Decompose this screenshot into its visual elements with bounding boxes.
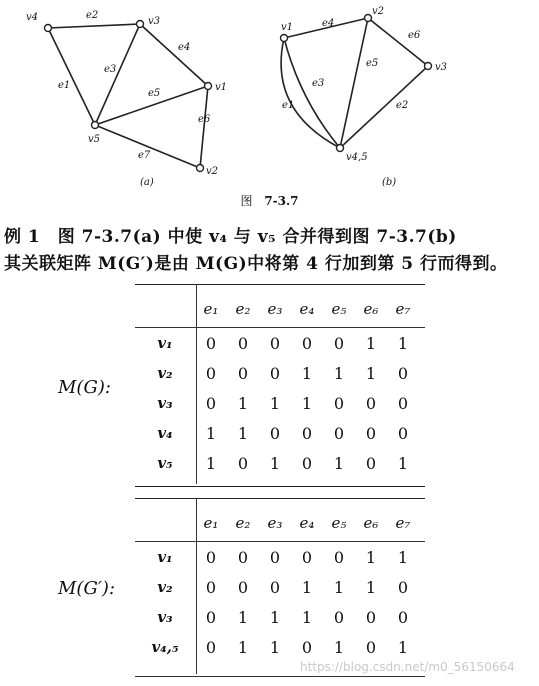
matrix-cell: 1: [205, 423, 217, 443]
matrix-cell: 1: [333, 637, 345, 657]
matrix-g-prime-col: e₄: [299, 514, 315, 532]
row-label: v₅: [157, 454, 173, 472]
row-label: v₃: [157, 608, 173, 626]
vertex-b-v1: [281, 35, 288, 42]
matrix-g-col: e₆: [363, 300, 379, 318]
row-label: v₄,₅: [151, 638, 179, 656]
matrix-cell: 0: [397, 363, 409, 383]
matrix-cell: 1: [397, 453, 409, 473]
label-a-v5: v5: [88, 134, 101, 145]
table-row: [135, 632, 419, 662]
matrix-cell: 1: [269, 607, 281, 627]
matrix-cell: 1: [365, 547, 377, 567]
matrix-cell: 0: [365, 453, 377, 473]
vertex-a-v2: [197, 165, 204, 172]
table-row: [135, 418, 419, 448]
matrix-cell: 0: [205, 607, 217, 627]
matrix-cell: 0: [397, 607, 409, 627]
label-a-e5: e5: [148, 88, 161, 99]
label-a-v4: v4: [26, 12, 39, 23]
matrix-cell: 0: [237, 547, 249, 567]
matrix-cell: 1: [237, 393, 249, 413]
matrix-cell: 0: [365, 393, 377, 413]
label-b-e3: e3: [312, 78, 325, 89]
label-b-v2: v2: [372, 6, 385, 17]
label-b-e6: e6: [408, 30, 421, 41]
matrix-cell: 0: [365, 423, 377, 443]
label-b-v1: v1: [281, 22, 294, 33]
matrix-cell: 1: [237, 637, 249, 657]
matrix-cell: 0: [205, 333, 217, 353]
matrix-cell: 1: [365, 577, 377, 597]
matrix-cell: 0: [205, 577, 217, 597]
matrix-cell: 1: [301, 607, 313, 627]
matrix-cell: 0: [237, 333, 249, 353]
vertex-a-v5: [92, 122, 99, 129]
table-row: [135, 328, 419, 358]
label-b-e2: e2: [396, 100, 409, 111]
matrix-g-prime-col: e₆: [363, 514, 379, 532]
matrix-cell: 0: [237, 363, 249, 383]
matrix-g-prime-col: e₃: [267, 514, 283, 532]
matrix-cell: 1: [269, 637, 281, 657]
watermark: https://blog.csdn.net/m0_56150664: [300, 660, 515, 674]
figure-7-3-7: [0, 0, 539, 200]
table-row: [135, 542, 419, 572]
matrix-cell: 0: [301, 637, 313, 657]
matrix-cell: 1: [269, 393, 281, 413]
matrix-cell: 0: [269, 577, 281, 597]
paragraph-line-2: 其关联矩阵 M(G′)是由 M(G)中将第 4 行加到第 5 行而得到。: [4, 254, 508, 274]
matrix-g-prime-header-rule: [135, 541, 425, 542]
matrix-cell: 0: [397, 423, 409, 443]
matrix-cell: 0: [365, 637, 377, 657]
matrix-g-prime-divider: [196, 498, 197, 674]
label-a-v1: v1: [215, 82, 228, 93]
paragraph-line-1: 例 1 图 7-3.7(a) 中使 v₄ 与 v₅ 合并得到图 7-3.7(b): [4, 227, 457, 247]
table-bottom-rule: [135, 676, 425, 677]
matrix-cell: 0: [365, 607, 377, 627]
matrix-cell: 0: [397, 393, 409, 413]
vertex-b-v2: [365, 15, 372, 22]
matrix-g-prime-col: e₂: [235, 514, 251, 532]
matrix-cell: 1: [301, 577, 313, 597]
graph-figures: [0, 0, 539, 200]
matrix-cell: 1: [365, 333, 377, 353]
matrix-g-prime-col: e₇: [395, 514, 411, 532]
label-b-v3: v3: [435, 62, 448, 73]
row-label: v₃: [157, 394, 173, 412]
label-a-e7: e7: [138, 150, 151, 161]
matrix-cell: 0: [269, 547, 281, 567]
figure-caption: [0, 192, 539, 209]
label-a-e3: e3: [104, 64, 117, 75]
label-b-e5: e5: [366, 58, 379, 69]
row-label: v₁: [157, 548, 173, 566]
matrix-cell: 1: [333, 363, 345, 383]
row-label: v₂: [157, 364, 173, 382]
matrix-cell: 0: [205, 363, 217, 383]
matrix-cell: 1: [301, 363, 313, 383]
matrix-g-divider: [196, 284, 197, 484]
edge-b-e3: [284, 38, 340, 148]
caption-b: (b): [382, 177, 397, 188]
table-top-rule: [135, 284, 425, 285]
matrix-g-label: M(G):: [58, 377, 111, 398]
matrix-g-prime-label: M(G′):: [58, 578, 116, 599]
edge-a-e7: [95, 125, 200, 168]
matrix-g-col: e₃: [267, 300, 283, 318]
matrix-g-col: e₇: [395, 300, 411, 318]
matrix-cell: 0: [269, 423, 281, 443]
matrix-cell: 1: [269, 453, 281, 473]
row-label: v₂: [157, 578, 173, 596]
matrix-g-prime: [135, 504, 425, 662]
matrix-cell: 0: [301, 453, 313, 473]
table-row: [135, 602, 419, 632]
matrix-cell: 0: [333, 423, 345, 443]
label-a-e2: e2: [86, 10, 99, 21]
matrix-cell: 0: [301, 547, 313, 567]
edge-a-e4: [140, 24, 208, 86]
matrix-cell: 1: [301, 393, 313, 413]
vertex-b-v3: [425, 63, 432, 70]
matrix-g-prime-col: e₁: [203, 514, 219, 532]
caption-a: (a): [140, 177, 154, 188]
label-b-e4: e4: [322, 18, 335, 29]
matrix-cell: 0: [301, 333, 313, 353]
label-a-v2: v2: [206, 166, 219, 177]
matrix-cell: 1: [237, 607, 249, 627]
edge-b-e1: [281, 38, 340, 148]
edge-a-e2: [48, 24, 140, 28]
matrix-cell: 0: [237, 453, 249, 473]
matrix-cell: 0: [333, 607, 345, 627]
matrix-g-header-rule: [135, 327, 425, 328]
edge-a-e1: [48, 28, 95, 125]
table-row: [135, 358, 419, 388]
matrix-g: [135, 290, 425, 478]
matrix-cell: 1: [397, 547, 409, 567]
matrix-separator-rule-2: [135, 498, 425, 499]
table-row: [135, 448, 419, 478]
matrix-g-prime-col: e₅: [331, 514, 347, 532]
matrix-cell: 0: [333, 393, 345, 413]
figure-caption-number: 7-3.7: [264, 194, 299, 208]
matrix-g-col: e₄: [299, 300, 315, 318]
matrix-cell: 1: [333, 453, 345, 473]
figure-caption-prefix: 图: [240, 194, 253, 208]
matrix-cell: 0: [333, 547, 345, 567]
edge-a-e6: [200, 86, 208, 168]
matrix-cell: 1: [333, 577, 345, 597]
edge-b-e2: [340, 66, 428, 148]
matrix-g-col: e₁: [203, 300, 219, 318]
matrix-g-col: e₅: [331, 300, 347, 318]
matrix-cell: 0: [269, 333, 281, 353]
label-a-e6: e6: [198, 114, 211, 125]
label-a-e1: e1: [58, 80, 71, 91]
matrix-cell: 1: [397, 637, 409, 657]
matrix-cell: 0: [205, 547, 217, 567]
matrix-cell: 0: [205, 393, 217, 413]
matrix-cell: 0: [269, 363, 281, 383]
matrix-cell: 0: [333, 333, 345, 353]
matrix-cell: 0: [301, 423, 313, 443]
vertex-a-v3: [137, 21, 144, 28]
table-row: [135, 572, 419, 602]
label-a-e4: e4: [178, 42, 191, 53]
vertex-b-v45: [337, 145, 344, 152]
row-label: v₁: [157, 334, 173, 352]
row-label: v₄: [157, 424, 173, 442]
matrix-cell: 0: [205, 637, 217, 657]
matrix-g-col: e₂: [235, 300, 251, 318]
vertex-a-v1: [205, 83, 212, 90]
matrix-cell: 0: [397, 577, 409, 597]
matrix-cell: 1: [237, 423, 249, 443]
label-b-v45: v4,5: [346, 152, 368, 163]
matrix-cell: 1: [205, 453, 217, 473]
matrix-cell: 0: [237, 577, 249, 597]
matrix-cell: 1: [365, 363, 377, 383]
matrix-separator-rule-1: [135, 486, 425, 487]
edge-a-e3: [95, 24, 140, 125]
edge-b-e5: [340, 18, 368, 148]
table-row: [135, 388, 419, 418]
label-a-v3: v3: [148, 16, 161, 27]
vertex-a-v4: [45, 25, 52, 32]
label-b-e1: e1: [282, 100, 295, 111]
matrix-cell: 1: [397, 333, 409, 353]
